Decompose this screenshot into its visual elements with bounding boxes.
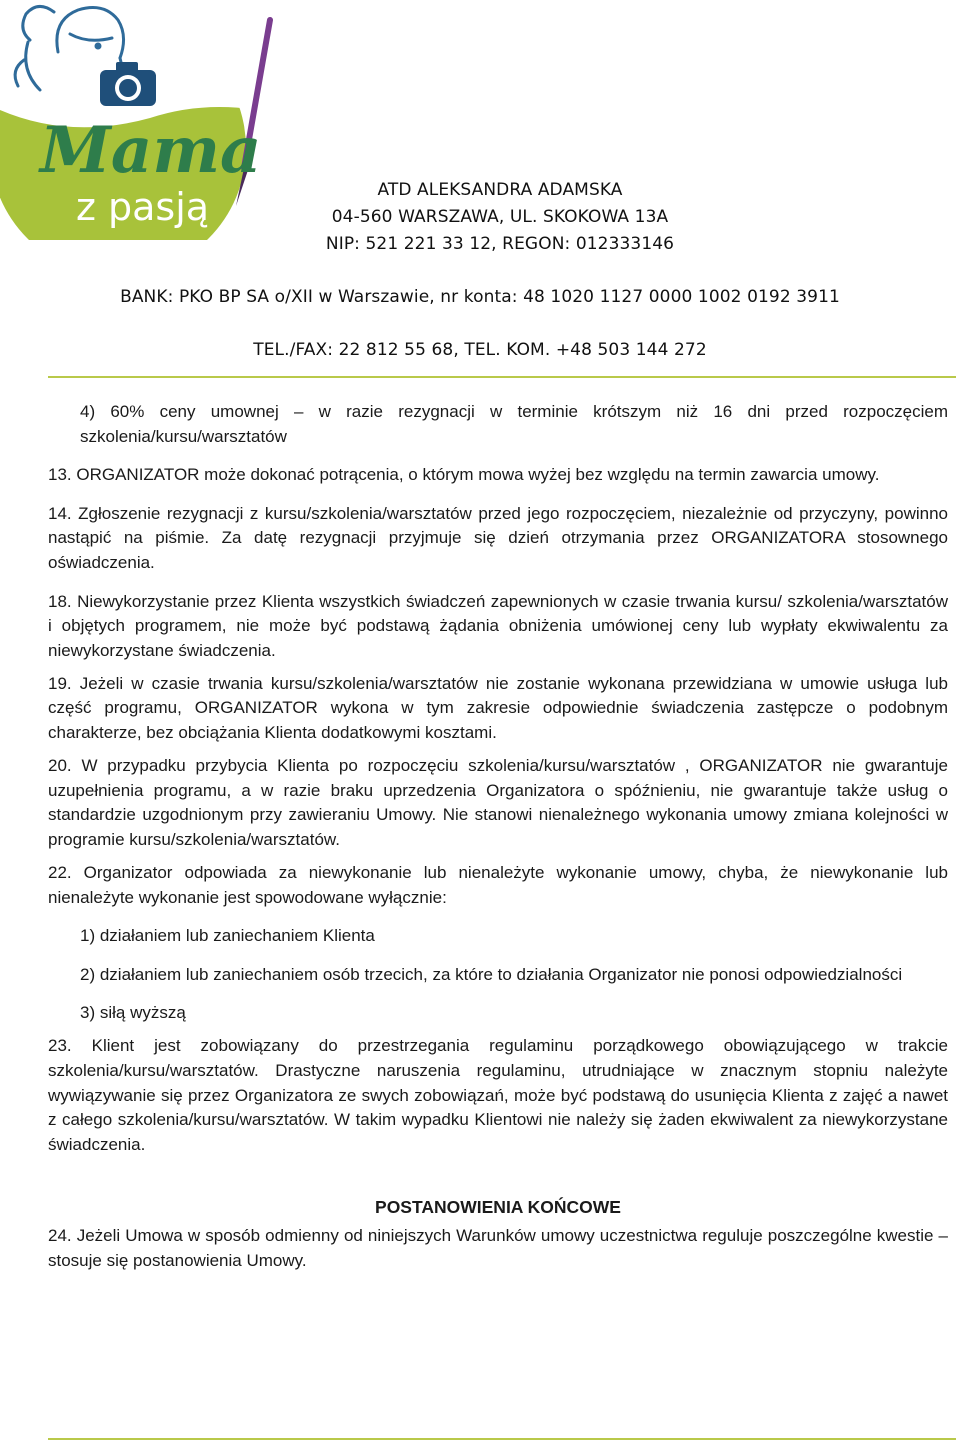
paragraph-13: 13. ORGANIZATOR może dokonać potrącenia, o którym mowa wyżej bez względu na termin zawarcia umowy. <box>48 465 880 485</box>
logo-title: Mama <box>40 113 262 188</box>
logo <box>0 0 300 240</box>
mama-z-pasja-logo <box>0 0 300 240</box>
paragraph-24: 24. Jeżeli Umowa w sposób odmienny od niniejszych Warunków umowy uczestnictwa reguluje poszczególne kwestie – stosuje się postanowienia Umowy. <box>48 1226 948 1270</box>
bank-account: BANK: PKO BP SA o/XII w Warszawie, nr konta: 48 1020 1127 0000 1002 0192 3911 <box>120 287 840 307</box>
paragraph-22: 22. Organizator odpowiada za niewykonanie lub nienależyte wykonanie umowy, chyba, że niewykonanie lub nienależyte wykonanie jest spowodowane wyłącznie: <box>48 863 948 907</box>
paragraph-18: 18. Niewykorzystanie przez Klienta wszystkich świadczeń zapewnionych w czasie trwania kursu/ szkolenia/warsztatów i objętych programem, nie może być podstawą żądania obniżenia umówionej ceny lub wypłaty ekwiwalentu za niewykorzystane świadczenia. <box>48 591 948 660</box>
footer-divider <box>48 1438 956 1440</box>
paragraph-22-item-2: 2) działaniem lub zaniechaniem osób trzecich, za które to działania Organizator nie ponosi odpowiedzialności <box>80 964 903 984</box>
paragraph-22-item-1: 1) działaniem lub zaniechaniem Klienta <box>80 926 375 946</box>
logo-subtitle: z pasją <box>76 185 210 229</box>
header-divider <box>48 376 956 378</box>
paragraph-4: 4) 60% ceny umownej – w razie rezygnacji w terminie krótszym niż 16 dni przed rozpoczęciem szkolenia/kursu/warsztatów <box>80 402 948 446</box>
paragraph-23: 23. Klient jest zobowiązany do przestrzegania regulaminu porządkowego obowiązującego w trakcie szkolenia/kursu/warsztatów. Drastyczne naruszenia regulaminu, utrudniające w znacznym stopniu należyte wywiązywanie się przez Organizatora ze swych zobowiązań, może być podstawą do usunięcia Klienta z zajęć a nawet z całego szkolenia/kursu/warsztatów. W takim wypadku Klientowi nie należy się żaden ekwiwalent za niewykorzystane świadczenia. <box>48 1036 948 1154</box>
phone-contact: TEL./FAX: 22 812 55 68, TEL. KOM. +48 503 144 272 <box>253 340 707 360</box>
paragraph-14: 14. Zgłoszenie rezygnacji z kursu/szkolenia/warsztatów przed jego rozpoczęciem, niezależnie od przyczyny, powinno nastąpić na piśmie. Za datę rezygnacji przyjmuje się dzień otrzymania przez ORGANIZATORA stosownego oświadczenia. <box>48 503 948 572</box>
document-body <box>48 400 948 1282</box>
company-name: ATD ALEKSANDRA ADAMSKA <box>377 180 623 200</box>
final-provisions-heading: POSTANOWIENIA KOŃCOWE <box>375 1197 621 1218</box>
paragraph-22-item-3: 3) siłą wyższą <box>80 1003 186 1023</box>
paragraph-20: 20. W przypadku przybycia Klienta po rozpoczęciu szkolenia/kursu/warsztatów , ORGANIZATOR nie gwarantuje uzupełnienia programu, a w razie braku uprzedzenia Organizatora o spóźnieniu, nie gwarantuje także usług o standardzie uzgodnionym przy zawieraniu Umowy. Nie stanowi nienależnego wykonania umowy zmiana kolejności w programie kursu/szkolenia/warsztatów. <box>48 756 948 849</box>
company-ids: NIP: 521 221 33 12, REGON: 012333146 <box>325 234 675 254</box>
company-address: 04-560 WARSZAWA, UL. SKOKOWA 13A <box>331 207 669 227</box>
paragraph-19: 19. Jeżeli w czasie trwania kursu/szkolenia/warsztatów nie zostanie wykonana przewidziana w umowie usługa lub część programu, ORGANIZATOR wykona w tym zakresie odpowiednie świadczenia zastępcze o podobnym charakterze, bez obciążania Klienta dodatkowymi kosztami. <box>48 673 948 743</box>
